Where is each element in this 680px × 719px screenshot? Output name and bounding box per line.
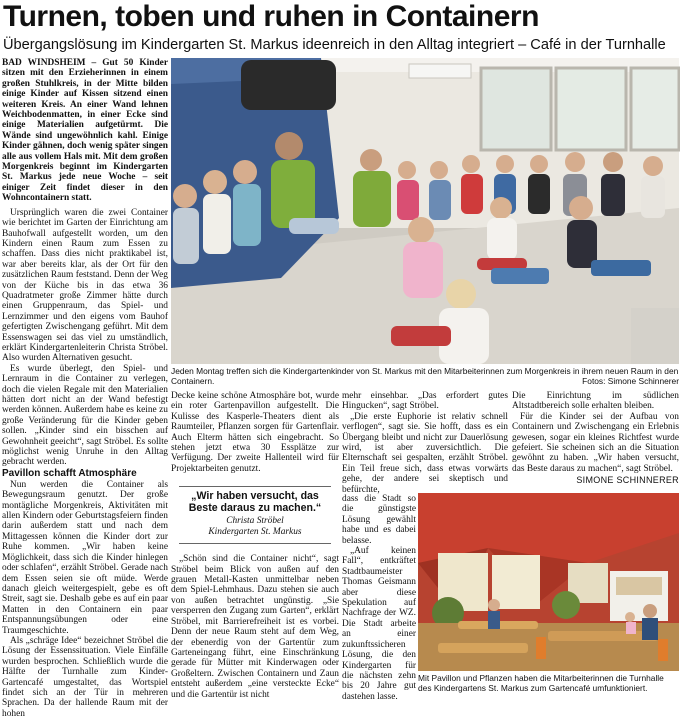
body-paragraph: mehr einsehbar. „Das erfordert gutes Hingucken“, sagt Ströbel.	[342, 391, 508, 412]
subheadline: Übergangslösung im Kindergarten St. Markus ideenreich in den Alltag integriert – Café in der Turnhalle	[3, 37, 666, 53]
quote-role: Kindergarten St. Markus	[208, 527, 302, 538]
photo-credit: Fotos: Simone Schinnerer	[582, 376, 679, 386]
body-paragraph: „Auf keinen Fall“, entkräftet Stadtbaumeister Thomas Geismann aber diese Spekulation auf Nachfrage der WZ. Die Stadt arbeite an einer zukunftssicheren Lösung, die den Kindergarten für die nächsten zehn bis 20 Jahre gut dastehen lasse.	[342, 546, 416, 702]
headline: Turnen, toben und ruhen in Containern	[3, 0, 539, 33]
body-paragraph: „Schön sind die Container nicht“, sagt Ströbel beim Blick von außen auf den grauen Metall-Kasten unmittelbar neben dem Spiel-Lehmhaus. Dazu stehen sie auch von außen betrachtet ungünstig. „Sie versperren den Zugang zum Garten“, erklärt Ströbel, mit Barrierefreiheit ist es vorbei. Denn der neue Raum steht auf dem Weg, der ebenerdig von der Gartentür zum Garteneingang führt, eine Einschränkung gerade für Mütter mit Kinderwagen oder Großeltern. Zwischen Containern und Zaun entsteht außerdem „eine versteckte Ecke“ und die Gartentür ist nicht	[171, 554, 339, 700]
body-paragraph: „Die erste Euphorie ist relativ schnell verflogen“, sagt sie. Sie hofft, dass es ein Übergang bleibt und nicht zur Dauerlösung wird, ist aber zuversichtlich. Die Elternschaft sei gespalten, erzählt Ströbel. Ein Teil freue sich, dass etwas vorwärts gehe, der andere sei skeptisch und befürchte,	[342, 411, 508, 495]
body-paragraph: Es wurde überlegt, den Spiel- und Lernraum in die Container zu verlegen, doch die vielen Regale mit den Materialien hätten dort nicht an der Wand befestigt werden können. Außerdem habe es keine zu große Veränderung für die Kinder geben sollen. „Kinder sind ein bisschen auf Gewohnheit geeicht“, sagt Ströbel. Es sollte möglichst wenig Unruhe in den Alltag gebracht werden.	[2, 363, 168, 468]
body-paragraph: Die Einrichtung im südlichen Altstadtbereich solle erhalten bleiben.	[512, 391, 679, 412]
caption-photo-2: Mit Pavillon und Pflanzen haben die Mitarbeiterinnen die Turnhalle des Kindergartens St. Markus zum Gartencafé umfunktioniert.	[418, 673, 664, 693]
garden-cafe-illustration	[418, 493, 679, 671]
column-1	[2, 58, 168, 719]
column-2	[171, 391, 339, 700]
body-paragraph: Für die Kinder sei der Aufbau von Containern und Zwischengang ein Erlebnis gewesen, sogar ein kleines Richtfest wurde gefeiert. Sie scheinen sich an die Situation gewöhnt zu haben. „Wir haben versucht, das Beste daraus zu machen“, sagt Ströbel.	[512, 411, 679, 474]
body-paragraph: Decke keine schöne Atmosphäre bot, wurde ein roter Gartenpavillon aufgestellt. Die Kulisse des Kasperle-Theaters dient als Raumteiler, Pflanzen sorgen für Gartenflair. Auch Elterm hätten sich eingebracht. So stehen jetzt etwa 30 Essplätze zur Verfügung. Der zweite Hallenteil wird für Projektarbeiten genutzt.	[171, 391, 339, 474]
body-paragraph: dass die Stadt so die günstigste Lösung gewählt habe und es dabei belasse.	[342, 494, 416, 546]
author-byline: SIMONE SCHINNERER	[576, 475, 679, 486]
caption-text: Jeden Montag treffen sich die Kindergartenkinder von St. Markus mit den Mitarbeiterinnen zum Morgenkreis in ihrem neuen Raum in den Containern.	[171, 366, 679, 386]
photo-morning-circle	[171, 58, 679, 364]
body-paragraph: Nun werden die Container als Bewegungsraum genutzt. Der große montägliche Morgenkreis, Aktivitäten mit allen Kindern oder Geburtstagsfeiern finden darin außerdem statt und nach dem Mittagessen können die Kinder dort zur Ruhe kommen. „Wir haben keine Möglichkeit, dass sich die Kinder hinlegen oder schlafen“, erzählt Ströbel. Gerade nach dem Essen seien sie oft müde. Werde danach gleich weitergespielt, gebe es oft Streit, sagt sie. Deshalb gebe es auf ein paar Matten in den Containern ein paar Entspannungsübungen oder eine Traumgeschichte.	[2, 479, 168, 636]
column-3	[342, 391, 508, 494]
photo-garden-cafe	[418, 493, 679, 671]
pull-quote	[179, 486, 331, 544]
lead-paragraph: BAD WINDSHEIM – Gut 50 Kinder sitzen mit den Erzieherinnen in einem großen Stuhlkreis, in der Mitte bilden einige Kinder auf Kissen sitzend einen weiteren Kreis. An einer Wand lehnen Weichbodenmatten, in einer Ecke sind einige Materialien aufgetürmt. Die Wände sind ungewöhnlich kahl. Einige Kinder gähnen, doch wenig später singen alle aus vollem Hals mit. Mit dem großen Morgenkreis beginnt im Kindergarten St. Markus jede neue Woche – seit einiger Zeit findet dieser in den Wohncontainern statt.	[2, 58, 168, 204]
body-paragraph: Ursprünglich waren die zwei Container wie berichtet im Garten der Einrichtung am Bauhofwall aufgestellt worden, um den Kindern einen Raum zum Essen zu schaffen. Dass dies nicht praktikabel ist, war aber bereits klar, als der Ort für den zusätzlichen Raum feststand. Denn der Weg von der Küche bis in das etwa 36 Quadratmeter große Zimmer hätte durch einen Gruppenraum, das Spiel- und Lernzimmer und den eigens vom Bauhof gefertigten Zwischengang geführt. Mit dem Essenswagen sei das viel zu umständlich, erklärt Kindergartenleiterin Christa Ströbel. Also wurden Alternativen gesucht.	[2, 207, 168, 364]
column-3-narrow	[342, 494, 416, 702]
caption-photo-1	[171, 366, 679, 386]
body-paragraph: Als „schräge Idee“ bezeichnet Ströbel die Lösung der Essenssituation. Viele Einfälle wurden besprochen. Schließlich wurde die Hälfte der Turnhalle zum Kinder-Gartencafé umgestaltet, das Wortspiel findet sich an der Tür in mehreren Sprachen. Da der hallende Raum mit der hohen	[2, 635, 168, 719]
morning-circle-illustration	[171, 58, 679, 364]
quote-text: „Wir haben versucht, das Beste daraus zu machen.“	[188, 490, 322, 515]
quote-name: Christa Ströbel	[226, 516, 284, 527]
subhead: Pavillon schafft Atmosphäre	[2, 467, 137, 479]
